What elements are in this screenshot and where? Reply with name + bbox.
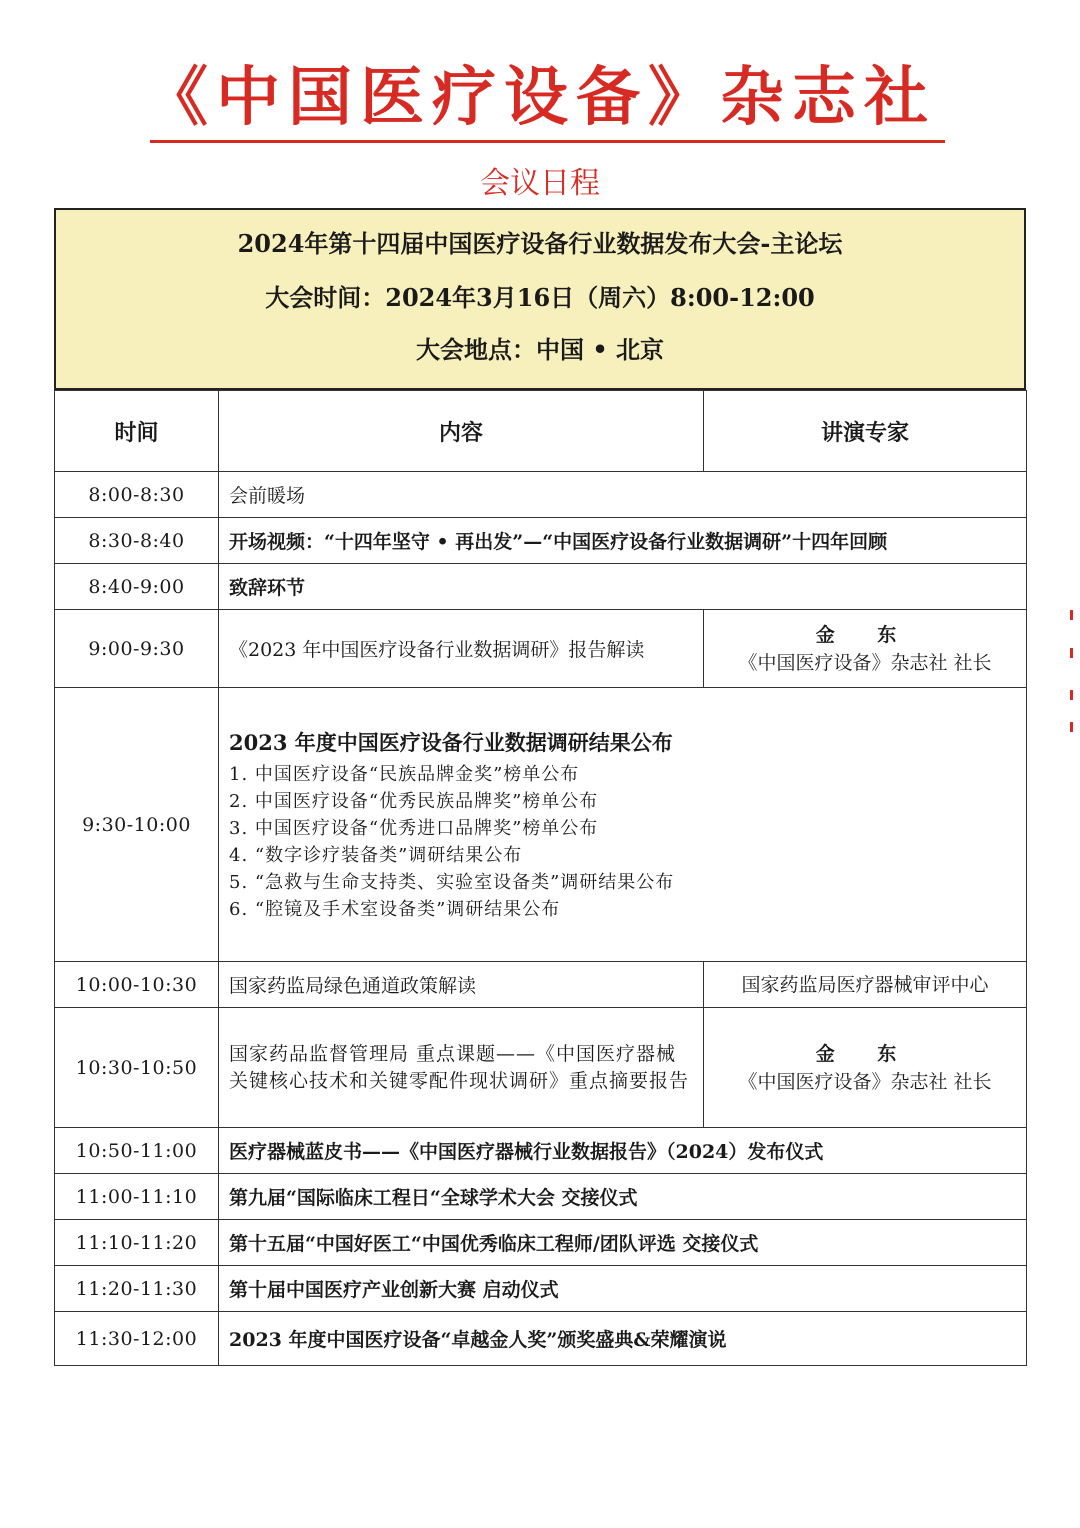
- table-row: [55, 1008, 1027, 1128]
- row-content: 《2023 年中国医疗设备行业数据调研》报告解读: [219, 610, 704, 688]
- speaker-title: 国家药监局医疗器械审评中心: [704, 962, 1027, 1008]
- row-time: 11:00-11:10: [55, 1174, 219, 1220]
- row-content: 开场视频：“十四年坚守 • 再出发”—“中国医疗设备行业数据调研”十四年回顾: [219, 518, 1027, 564]
- row-content: 2023 年度中国医疗设备“卓越金人奖”颁奖盛典&荣耀演说: [219, 1312, 1027, 1366]
- schedule-table: [54, 390, 1027, 1366]
- list-item: 4. “数字诊疗装备类”调研结果公布: [229, 844, 523, 866]
- edge-mark: [1070, 610, 1073, 620]
- edge-mark: [1070, 648, 1073, 658]
- col-header-speaker: 讲演专家: [704, 391, 1027, 472]
- row-time: 10:50-11:00: [55, 1128, 219, 1174]
- forum-header-box: [54, 208, 1026, 390]
- list-item: 2. 中国医疗设备“优秀民族品牌奖”榜单公布: [229, 790, 599, 812]
- forum-time: 大会时间：2024年3月16日（周六）8:00-12:00: [265, 283, 815, 312]
- table-row: [55, 962, 1027, 1008]
- edge-mark: [1070, 690, 1073, 700]
- speaker-name: 金 东: [815, 623, 915, 646]
- table-row: [55, 1220, 1027, 1266]
- speaker-title: 《中国医疗设备》杂志社 社长: [738, 1070, 992, 1093]
- page-subtitle: 会议日程: [480, 166, 600, 201]
- row-time: 8:00-8:30: [55, 472, 219, 518]
- row-content: 第十五届“中国好医工“中国优秀临床工程师/团队评选 交接仪式: [219, 1220, 1027, 1266]
- row-time: 8:30-8:40: [55, 518, 219, 564]
- edge-mark: [1070, 722, 1073, 732]
- table-row: [55, 688, 1027, 962]
- row-speaker: [704, 610, 1027, 688]
- forum-place: 大会地点：中国 • 北京: [415, 335, 665, 364]
- list-item: 5. “急救与生命支持类、实验室设备类”调研结果公布: [229, 871, 675, 893]
- row-content: 国家药品监督管理局 重点课题——《中国医疗器械关键核心技术和关键零配件现状调研》重点摘要报告: [219, 1008, 704, 1128]
- row-content: 第九届“国际临床工程日“全球学术大会 交接仪式: [219, 1174, 1027, 1220]
- table-row: [55, 472, 1027, 518]
- row-time: 8:40-9:00: [55, 564, 219, 610]
- list-item: 3. 中国医疗设备“优秀进口品牌奖”榜单公布: [229, 817, 599, 839]
- row-time: 11:10-11:20: [55, 1220, 219, 1266]
- publisher-masthead: 《中国医疗设备》杂志社: [144, 60, 936, 135]
- row-time: 11:20-11:30: [55, 1266, 219, 1312]
- speaker-title: 《中国医疗设备》杂志社 社长: [738, 651, 992, 674]
- table-row: [55, 610, 1027, 688]
- speaker-name: 金 东: [815, 1042, 915, 1065]
- forum-title: 2024年第十四届中国医疗设备行业数据发布大会-主论坛: [237, 229, 843, 258]
- row-time: 10:00-10:30: [55, 962, 219, 1008]
- table-row: [55, 1128, 1027, 1174]
- col-header-time: 时间: [55, 391, 219, 472]
- col-header-content: 内容: [219, 391, 704, 472]
- table-row: [55, 564, 1027, 610]
- table-header-row: [55, 391, 1027, 472]
- row-content: 致辞环节: [219, 564, 1027, 610]
- row-time: 9:30-10:00: [55, 688, 219, 962]
- row-content: 国家药监局绿色通道政策解读: [219, 962, 704, 1008]
- table-row: [55, 1312, 1027, 1366]
- row-speaker: [704, 1008, 1027, 1128]
- masthead-rule: [150, 140, 945, 143]
- row-content-block: [219, 688, 1027, 962]
- table-row: [55, 518, 1027, 564]
- row-time: 10:30-10:50: [55, 1008, 219, 1128]
- row-content: 医疗器械蓝皮书——《中国医疗器械行业数据报告》（2024）发布仪式: [219, 1128, 1027, 1174]
- block-title: 2023 年度中国医疗设备行业数据调研结果公布: [229, 729, 673, 755]
- row-time: 9:00-9:30: [55, 610, 219, 688]
- row-content: 会前暖场: [219, 472, 1027, 518]
- list-item: 6. “腔镜及手术室设备类”调研结果公布: [229, 898, 561, 920]
- table-row: [55, 1266, 1027, 1312]
- list-item: 1. 中国医疗设备“民族品牌金奖”榜单公布: [229, 763, 580, 785]
- row-time: 11:30-12:00: [55, 1312, 219, 1366]
- row-content: 第十届中国医疗产业创新大赛 启动仪式: [219, 1266, 1027, 1312]
- scan-edge-marks: [1068, 610, 1076, 750]
- table-row: [55, 1174, 1027, 1220]
